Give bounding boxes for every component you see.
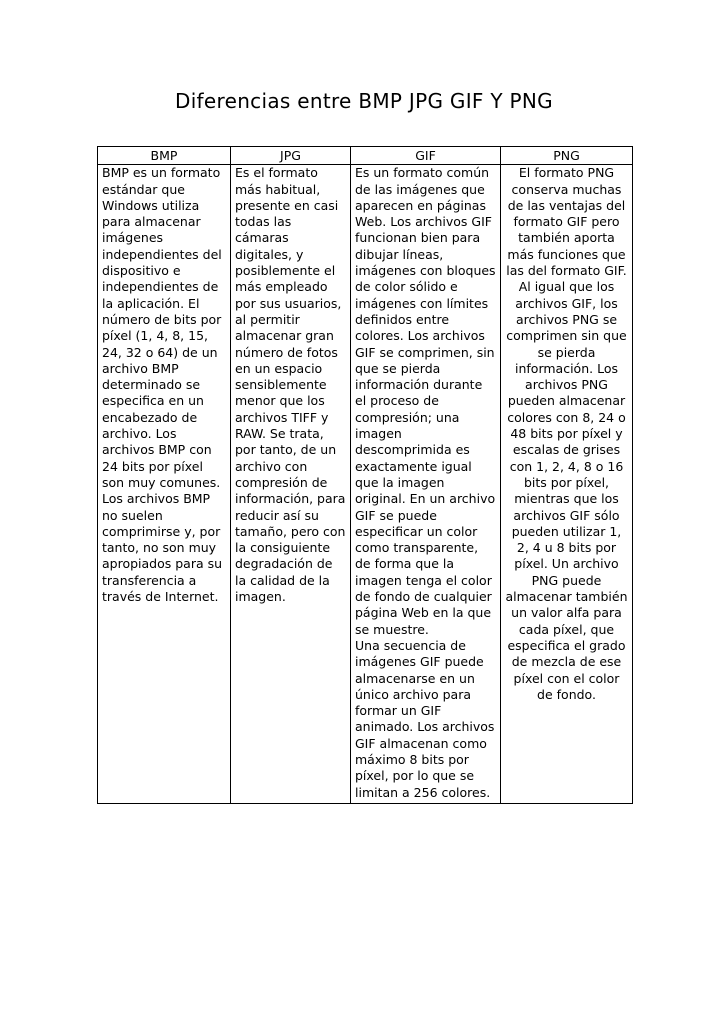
- document-title: Diferencias entre BMP JPG GIF Y PNG: [175, 89, 553, 113]
- cell-jpg-text: Es el formato más habitual, presente en casi todas las cámaras digitales, y posiblemente el más empleado por sus usuarios, al permitir almacenar gran número de fotos en un espacio sensiblemente menor que los archivos TIFF y RAW. Se trata, por tanto, de un archivo con compresión de información, para reducir así su tamaño, pero con la consiguiente degradación de la calidad de la imagen.: [235, 165, 346, 605]
- cell-gif: [351, 165, 501, 804]
- header-png: PNG: [501, 147, 633, 165]
- table-row: [98, 165, 633, 804]
- header-gif: GIF: [351, 147, 501, 165]
- cell-jpg: [231, 165, 351, 804]
- header-bmp: BMP: [98, 147, 231, 165]
- comparison-table: [97, 146, 633, 804]
- cell-png-text: El formato PNG conserva muchas de las ventajas del formato GIF pero también aporta más funciones que las del formato GIF. Al igual que los archivos GIF, los archivos PNG se comprimen sin que se pierda información. Los archivos PNG pueden almacenar colores con 8, 24 o 48 bits por píxel y escalas de grises con 1, 2, 4, 8 o 16 bits por píxel, mientras que los archivos GIF sólo pueden utilizar 1, 2, 4 u 8 bits por píxel. Un archivo PNG puede almacenar también un valor alfa para cada píxel, que especifica el grado de mezcla de ese píxel con el color de fondo.: [505, 165, 628, 702]
- header-row: [98, 147, 633, 165]
- cell-gif-extra-text: Una secuencia de imágenes GIF puede almacenarse en un único archivo para formar un GIF animado. Los archivos GIF almacenan como máximo 8 bits por píxel, por lo que se limitan a 256 colores.: [355, 637, 495, 800]
- header-jpg: JPG: [231, 147, 351, 165]
- cell-bmp: [98, 165, 231, 804]
- cell-bmp-text: BMP es un formato estándar que Windows utiliza para almacenar imágenes independientes del dispositivo e independientes de la aplicación. El número de bits por píxel (1, 4, 8, 15, 24, 32 o 64) de un archivo BMP determinado se especifica en un encabezado de archivo. Los archivos BMP con 24 bits por píxel son muy comunes. Los archivos BMP no suelen comprimirse y, por tanto, no son muy apropiados para su transferencia a través de Internet.: [102, 165, 223, 605]
- cell-gif-text: Es un formato común de las imágenes que aparecen en páginas Web. Los archivos GIF funcionan bien para dibujar líneas, imágenes con bloques de color sólido e imágenes con límites definidos entre colores. Los archivos GIF se comprimen, sin que se pierda información durante el proceso de compresión; una imagen descomprimida es exactamente igual que la imagen original. En un archivo GIF se puede especificar un color como transparente, de forma que la imagen tenga el color de fondo de cualquier página Web en la que se muestre.: [355, 165, 496, 637]
- cell-png: [501, 165, 633, 804]
